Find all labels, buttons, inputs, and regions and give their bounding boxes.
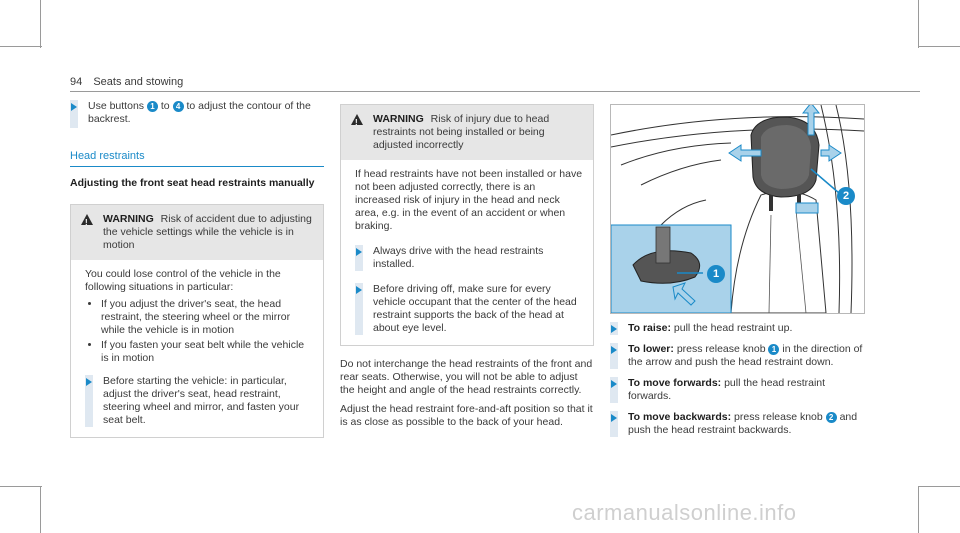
warning-header [341,105,593,160]
section-name: Seats and stowing [93,76,184,88]
warning-body [341,160,593,345]
step-arrow-icon [355,245,363,271]
intro-step [70,100,324,128]
warning-triangle-icon [81,214,93,225]
crop-mark [40,486,41,533]
step-text: Before driving off, make sure for every vehicle occupant that the center of the head restraint supports the back of the head at about eye level. [373,283,577,334]
callout-badge-1: 1 [707,265,725,283]
warning-text: If head restraints have not been installed or have not been adjusted correctly, there is an increased risk of injury in the head and neck area, e.g. in the event of an accident or when braking. [355,168,583,232]
step-text: and push the head restraint backwards. [628,411,858,436]
section-title: Head restraints [70,150,324,167]
head-restraint-drawing [611,105,864,313]
page-number: 94 [70,76,83,88]
step-arrow-icon [610,377,618,403]
warning-title: Risk of accident due to adjusting the vehicle settings while the vehicle is in motion [103,213,312,251]
step-text-pre: press release knob [734,411,823,423]
callout-badge: 1 [768,344,779,355]
step-label: To raise: [628,322,671,334]
step-text: in the direction of the arrow and push the head restraint down. [628,343,863,368]
warning-text: You could lose control of the vehicle in the following situations in particular: [85,268,281,293]
step-arrow-icon [70,100,78,128]
instruction-step [610,343,864,369]
step-label: To move backwards: [628,411,732,423]
step-label: To move forwards: [628,377,722,389]
intro-text-post: to adjust the contour of the backrest. [88,100,311,125]
step-arrow-icon [610,343,618,369]
crop-mark [0,46,42,47]
callout-badge-2: 2 [837,187,855,205]
warning-box [70,204,324,438]
callout-badge: 4 [173,101,184,112]
instruction-step [610,411,864,437]
warning-bullets [85,298,313,365]
intro-text-pre: Use buttons [88,100,145,112]
warning-box [340,104,594,346]
page-header [70,76,183,88]
column-1 [70,100,324,438]
crop-mark [40,0,41,48]
step-text: pull the head restraint up. [673,322,793,334]
warning-body [71,260,323,437]
crop-mark [918,486,919,533]
crop-mark [918,46,960,47]
column-3 [610,322,864,437]
crop-mark [918,0,919,48]
warning-step [85,375,313,427]
step-text: Always drive with the head restraints installed. [373,245,544,270]
warning-header [71,205,323,260]
step-arrow-icon [610,411,618,437]
callout-badge: 2 [826,412,837,423]
watermark: carmanualsonline.info [572,500,797,525]
step-arrow-icon [610,322,618,335]
crop-mark [918,486,960,487]
paragraph: Adjust the head restraint fore-and-aft position so that it is as close as possible to the back of your head. [340,403,593,428]
warning-step [355,245,583,271]
instruction-step [610,322,864,335]
step-text-pre: press release knob [676,343,766,355]
instruction-step [610,377,864,403]
list-item: • If you adjust the driver's seat, the head restraint, the steering wheel or the mirror while the vehicle is in motion [101,298,313,337]
subsection-title: Adjusting the front seat head restraints manually [70,177,315,189]
warning-label: WARNING [373,113,424,125]
step-text: pull the head restraint forwards. [628,377,826,402]
callout-badge: 1 [147,101,158,112]
paragraph: Do not interchange the head restraints of the front and rear seats. Otherwise, you will not be able to adjust the height and angle of the head restraints correctly. [340,358,593,396]
step-text: Before starting the vehicle: in particular, adjust the driver's seat, head restraint, steering wheel and mirror, and fasten your seat belt. [103,375,300,426]
header-rule [70,91,920,92]
head-restraint-illustration [610,104,865,314]
crop-mark [0,486,42,487]
step-label: To lower: [628,343,674,355]
step-arrow-icon [355,283,363,335]
warning-step [355,283,583,335]
list-item: • If you fasten your seat belt while the vehicle is in motion [101,339,313,365]
intro-text-mid: to [160,100,170,112]
warning-label: WARNING [103,213,154,225]
warning-title: Risk of injury due to head restraints not being installed or being adjusted incorrectly [373,113,550,151]
step-arrow-icon [85,375,93,427]
warning-triangle-icon [351,114,363,125]
column-2 [340,104,594,429]
